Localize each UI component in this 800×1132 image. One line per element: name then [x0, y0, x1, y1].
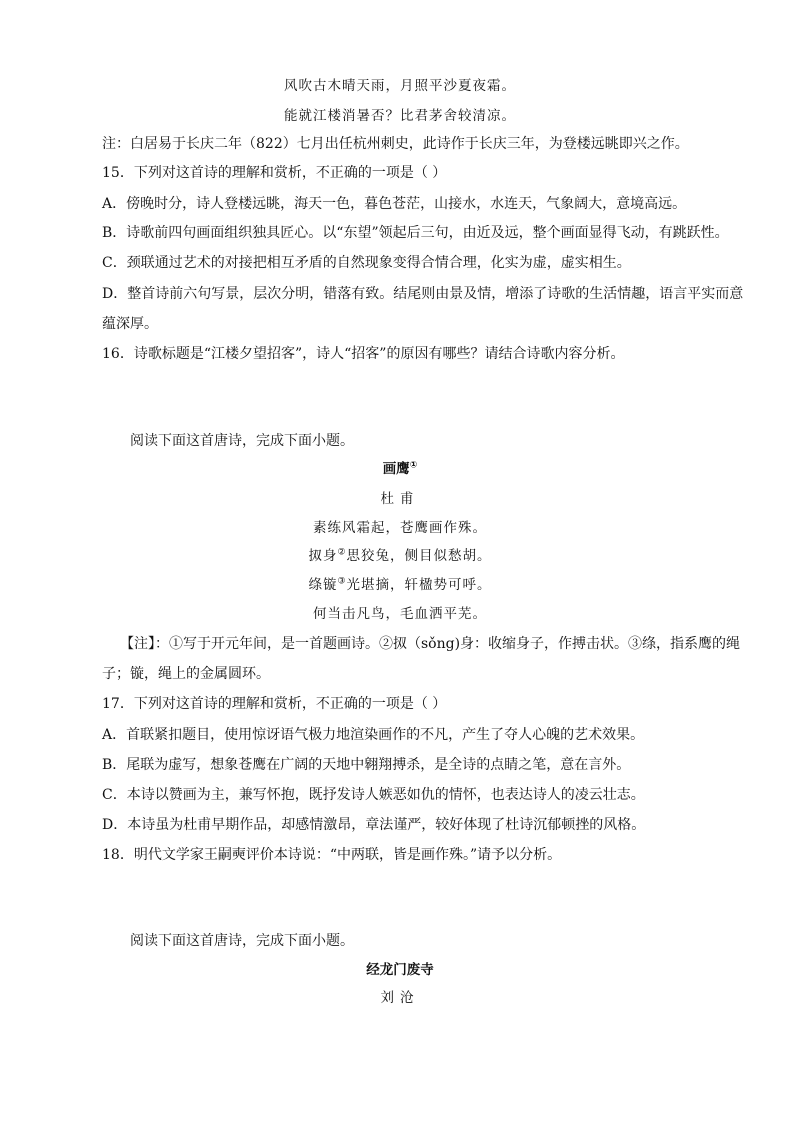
poem-line: 㧐身②思狡兔，侧目似愁胡。: [308, 547, 492, 564]
question-15-option-b: B．诗歌前四句画面组织独具匠心。以“东望”领起后三句，由近及远，整个画面显得飞动，有跳跃性。: [102, 225, 729, 241]
poem-title: 经龙门废寺: [366, 962, 434, 978]
section-intro: 阅读下面这首唐诗，完成下面小题。: [130, 433, 354, 449]
poem-line: 能就江楼消暑否？比君茅舍较清凉。: [284, 108, 516, 124]
question-17-option-c: C．本诗以赞画为主，兼写怀抱，既抒发诗人嫉恶如仇的情怀，也表达诗人的凌云壮志。: [102, 787, 645, 803]
poem-line: 风吹古木晴天雨，月照平沙夏夜霜。: [284, 78, 516, 94]
poem-title: 画鹰①: [382, 460, 418, 477]
question-17-stem: 17．下列对这首诗的理解和赏析，不正确的一项是（ ）: [102, 696, 447, 712]
question-15-stem: 15．下列对这首诗的理解和赏析，不正确的一项是（ ）: [102, 165, 447, 181]
poem-line: 绦镟③光堪摘，轩楹势可呼。: [308, 576, 492, 593]
section-intro: 阅读下面这首唐诗，完成下面小题。: [130, 933, 354, 949]
poem-author: 刘沧: [380, 990, 420, 1006]
question-17-option-d: D．本诗虽为杜甫早期作品，却感情激昂，章法谨严，较好体现了杜诗沉郁顿挫的风格。: [102, 817, 646, 833]
footnote-marker: ②: [337, 547, 347, 558]
poem-line: 素练风霜起，苍鹰画作殊。: [313, 520, 487, 536]
poem-note-cont: 子；镟，绳上的金属圆环。: [102, 666, 270, 682]
question-16: 16．诗歌标题是“江楼夕望招客”，诗人“招客”的原因有哪些？请结合诗歌内容分析。: [102, 346, 625, 362]
question-15-option-d: D．整首诗前六句写景，层次分明，错落有致。结尾则由景及情，增添了诗歌的生活情趣，语言平实而意: [102, 286, 744, 302]
question-15-option-c: C．颈联通过艺术的对接把相互矛盾的自然现象变得合情合理，化实为虚，虚实相生。: [102, 255, 631, 271]
poem-author: 杜甫: [380, 491, 420, 507]
question-17-option-b: B．尾联为虚写，想象苍鹰在广阔的天地中翱翔搏杀，是全诗的点睛之笔，意在言外。: [102, 757, 631, 773]
footnote-marker: ③: [337, 576, 347, 587]
poem-line: 何当击凡鸟，毛血洒平芜。: [313, 606, 487, 622]
poem-note: 【注】：①写于开元年间，是一首题画诗。②㧐（sǒng)身：收缩身子，作搏击状。③绦，指系鹰的绳: [120, 636, 741, 652]
poem-note: 注：白居易于长庆二年（822）七月出任杭州刺史，此诗作于长庆三年，为登楼远眺即兴之作。: [102, 136, 689, 152]
question-15-option-a: A．傍晚时分，诗人登楼远眺，海天一色，暮色苍茫，山接水，水连天，气象阔大，意境高远。: [102, 196, 687, 212]
question-15-option-d-cont: 蕴深厚。: [102, 316, 158, 332]
question-18: 18．明代文学家王嗣奭评价本诗说：“中两联，皆是画作殊。”请予以分析。: [102, 847, 562, 863]
question-17-option-a: A．首联紧扣题目，使用惊讶语气极力地渲染画作的不凡，产生了夺人心魄的艺术效果。: [102, 727, 645, 743]
footnote-marker: ①: [409, 460, 418, 471]
